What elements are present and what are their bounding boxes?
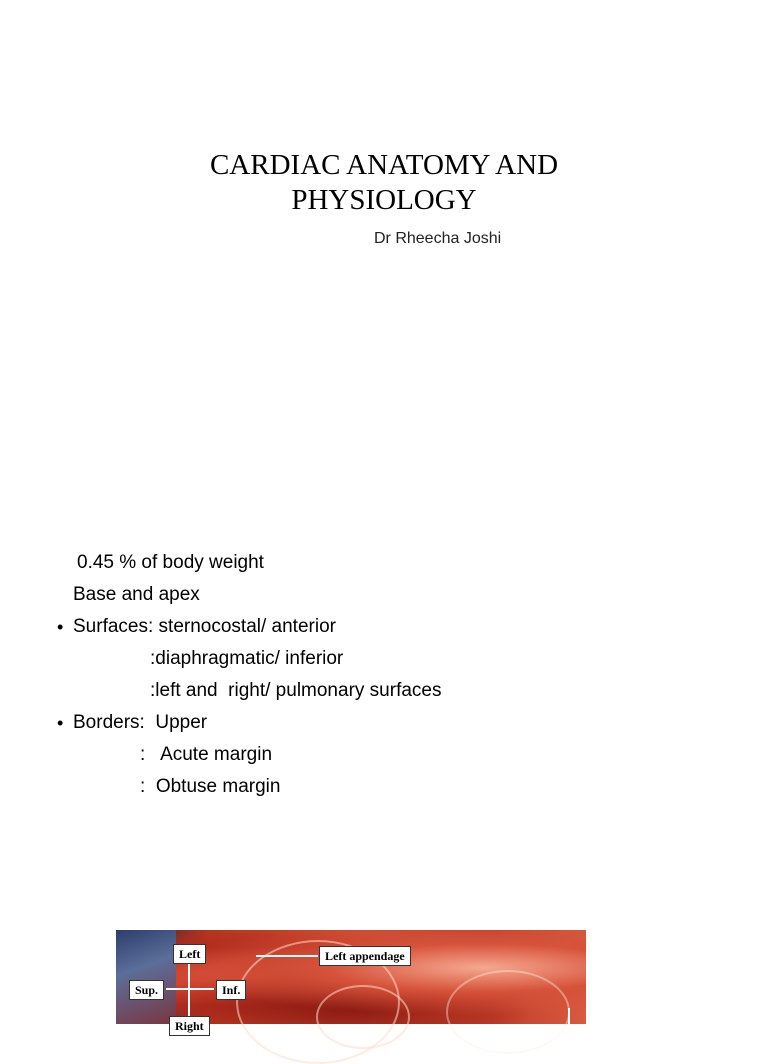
bullet-surfaces: • <box>57 617 64 637</box>
photo-tissue-region <box>116 930 176 1024</box>
label-left: Left <box>173 944 206 964</box>
text-line-acute: : Acute margin <box>140 744 273 765</box>
heart-photo <box>116 930 586 1033</box>
slide-author: Dr Rheecha Joshi <box>374 230 502 247</box>
slide-title <box>0 148 768 218</box>
slide-title-line-2: PHYSIOLOGY <box>291 184 477 216</box>
pointer-marker <box>568 1008 570 1024</box>
photo-contour <box>446 970 570 1054</box>
pointer-left-appendage <box>256 955 318 957</box>
label-sup: Sup. <box>129 980 164 1000</box>
label-inf: Inf. <box>216 980 246 1000</box>
bullet-borders: • <box>57 713 64 733</box>
text-line-borders: Borders: Upper <box>73 712 208 733</box>
text-line-surfaces: Surfaces: sternocostal/ anterior <box>73 616 336 637</box>
slide-title-line-1: CARDIAC ANATOMY AND <box>209 149 559 181</box>
text-line-body-weight: 0.45 % of body weight <box>77 552 264 573</box>
label-right: Right <box>169 1016 210 1036</box>
text-line-obtuse: : Obtuse margin <box>140 776 281 797</box>
text-line-diaphragmatic: :diaphragmatic/ inferior <box>150 648 344 669</box>
compass-horizontal-arrow <box>166 988 214 990</box>
photo-contour <box>316 985 410 1049</box>
label-left-appendage: Left appendage <box>319 946 411 966</box>
content-slide <box>0 545 768 845</box>
compass-vertical-arrow <box>188 960 190 1024</box>
text-line-base-apex: Base and apex <box>73 584 200 605</box>
text-line-pulmonary: :left and right/ pulmonary surfaces <box>150 680 442 701</box>
title-slide <box>0 0 768 500</box>
